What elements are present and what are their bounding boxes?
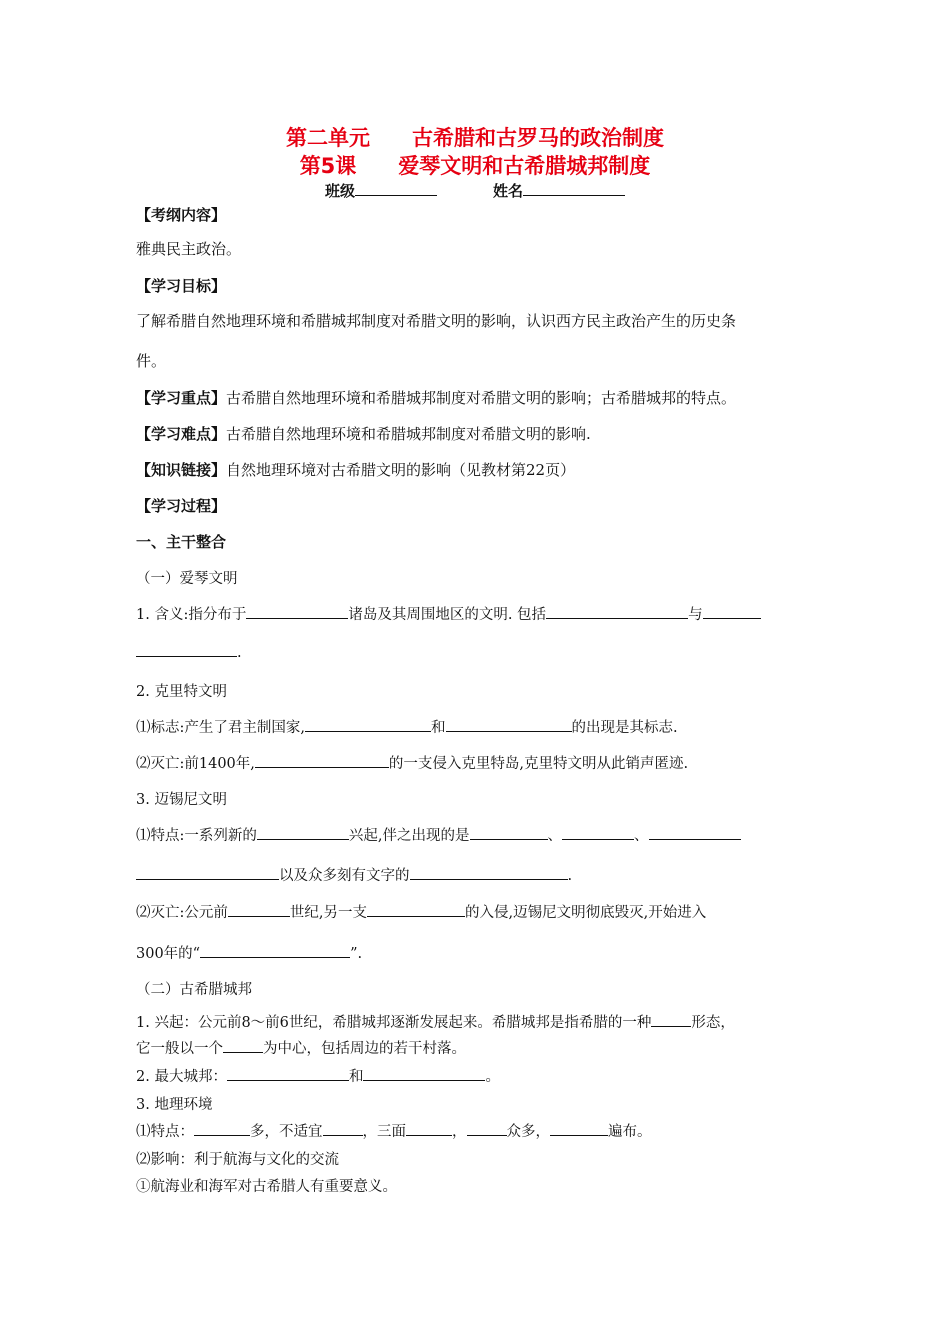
- q3-1-blank-4a[interactable]: [649, 825, 741, 840]
- q3-2-blank-3[interactable]: [200, 943, 350, 958]
- class-blank[interactable]: [355, 181, 437, 196]
- q1-line: [136, 603, 761, 624]
- c3-1-text-d: ，: [452, 1124, 467, 1140]
- q2-2-line: [136, 752, 688, 773]
- q1-text-a: 1. 含义:指分布于: [136, 607, 247, 623]
- q3-1-line: [136, 824, 741, 845]
- q2-2-blank-1[interactable]: [255, 753, 389, 768]
- c2-text-b: 和: [348, 1069, 364, 1085]
- c2-line: [136, 1065, 500, 1086]
- q3-1-blank-2[interactable]: [470, 825, 548, 840]
- q3-2-line: [136, 901, 706, 922]
- kaogang-text: 雅典民主政治。: [136, 240, 242, 258]
- c1-line-2: [136, 1037, 466, 1058]
- c1-line: [136, 1011, 735, 1032]
- c3-1-blank-1[interactable]: [194, 1121, 250, 1136]
- q3-1-text-e: 以及众多刻有文字的: [279, 868, 410, 884]
- q3-1-text-f: .: [567, 868, 573, 884]
- sub-citystate: （二）古希腊城邦: [136, 982, 252, 998]
- q2-1-line: [136, 716, 678, 737]
- lesson-title: 第5课 爱琴文明和古希腊城邦制度: [299, 154, 651, 178]
- c2-blank-2[interactable]: [363, 1066, 485, 1081]
- c2-blank-1[interactable]: [227, 1066, 349, 1081]
- mubiao-header: 【学习目标】: [136, 277, 227, 295]
- guocheng-header: 【学习过程】: [136, 497, 227, 515]
- name-blank[interactable]: [523, 181, 625, 196]
- c3-3-line: ①航海业和海军对古希腊人有重要意义。: [136, 1179, 397, 1195]
- q1-text-c: 与: [688, 607, 703, 623]
- c2-text-a: 2. 最大城邦：: [136, 1069, 227, 1085]
- mubiao-text-1: 了解希腊自然地理环境和希腊城邦制度对希腊文明的影响，认识西方民主政治产生的历史条: [136, 312, 737, 330]
- lianjie-text: 自然地理环境对古希腊文明的影响（见教材第22页）: [226, 461, 576, 479]
- q2-1-blank-1[interactable]: [305, 717, 431, 732]
- c1-text-a: 1. 兴起：公元前8～前6世纪，希腊城邦逐渐发展起来。希腊城邦是指希腊的一种: [136, 1015, 652, 1031]
- q1-blank-3b[interactable]: [136, 642, 237, 657]
- c3-1-text-f: 遍布。: [608, 1124, 652, 1140]
- lianjie-header: 【知识链接】: [136, 461, 227, 479]
- c1-text-c: 它一般以一个: [136, 1041, 223, 1057]
- q3-1-blank-5[interactable]: [410, 865, 568, 880]
- q2-title: 2. 克里特文明: [136, 684, 227, 700]
- class-label: 班级: [325, 182, 356, 200]
- q3-1-blank-1[interactable]: [257, 825, 349, 840]
- q3-2-text-a: ⑵灭亡:公元前: [136, 905, 228, 921]
- sub-aegean: （一）爱琴文明: [136, 571, 238, 587]
- zhongdian-header: 【学习重点】: [136, 389, 227, 407]
- c3-1-blank-5[interactable]: [550, 1121, 608, 1136]
- q3-1-text-a: ⑴特点:一系列新的: [136, 828, 257, 844]
- nandian-text: 古希腊自然地理环境和希腊城邦制度对希腊文明的影响.: [226, 425, 591, 443]
- q3-2-text-d: 300年的“: [136, 946, 201, 962]
- c3-1-line: [136, 1120, 652, 1141]
- c3-1-text-b: 多，不适宜: [250, 1124, 323, 1140]
- q3-2-text-c: 的入侵,迈锡尼文明彻底毁灭,开始进入: [465, 905, 707, 921]
- c3-1-blank-3[interactable]: [406, 1121, 452, 1136]
- lianjie-line: [136, 459, 575, 480]
- unit-title: 第二单元 古希腊和古罗马的政治制度: [286, 126, 664, 150]
- q3-2-blank-2[interactable]: [367, 902, 465, 917]
- c3-1-text-c: ，三面: [362, 1124, 406, 1140]
- c3-1-blank-4[interactable]: [467, 1121, 507, 1136]
- q3-1-text-b: 兴起,伴之出现的是: [348, 828, 470, 844]
- q3-1-blank-3[interactable]: [562, 825, 634, 840]
- q1-text-b: 诸岛及其周围地区的文明. 包括: [348, 607, 547, 623]
- class-field[interactable]: [325, 180, 437, 201]
- q2-1-text-a: ⑴标志:产生了君主制国家,: [136, 720, 305, 736]
- q1-blank-3a[interactable]: [703, 604, 761, 619]
- q2-2-text-a: ⑵灭亡:前1400年,: [136, 756, 255, 772]
- q2-1-text-b: 和: [431, 720, 446, 736]
- q3-title: 3. 迈锡尼文明: [136, 792, 227, 808]
- q2-1-text-c: 的出现是其标志.: [571, 720, 678, 736]
- q3-1-text-c: 、: [547, 828, 562, 844]
- c3-title: 3. 地理环境: [136, 1097, 213, 1113]
- q2-1-blank-2[interactable]: [446, 717, 572, 732]
- q3-2-line-2: [136, 942, 362, 963]
- zhongdian-line: [136, 387, 736, 408]
- q3-2-text-b: 世纪,另一支: [289, 905, 367, 921]
- zhongdian-text: 古希腊自然地理环境和希腊城邦制度对希腊文明的影响；古希腊城邦的特点。: [226, 389, 737, 407]
- name-field[interactable]: [493, 180, 625, 201]
- q3-1-text-d: 、: [634, 828, 649, 844]
- q1-blank-1[interactable]: [246, 604, 348, 619]
- name-label: 姓名: [493, 182, 524, 200]
- nandian-line: [136, 423, 591, 444]
- q3-2-blank-1[interactable]: [228, 902, 290, 917]
- part1-heading: 一、主干整合: [136, 533, 227, 551]
- q3-2-text-e: ”.: [350, 946, 363, 962]
- q2-2-text-b: 的一支侵入克里特岛,克里特文明从此销声匿迹.: [388, 756, 689, 772]
- q1-end: .: [237, 645, 242, 661]
- q1-blank-2[interactable]: [546, 604, 688, 619]
- nandian-header: 【学习难点】: [136, 425, 227, 443]
- q3-1-blank-4b[interactable]: [136, 865, 279, 880]
- c1-text-d: 为中心，包括周边的若干村落。: [263, 1041, 466, 1057]
- mubiao-text-2: 件。: [136, 352, 167, 370]
- c3-2-line: ⑵影响：利于航海与文化的交流: [136, 1152, 339, 1168]
- q3-1-line-2: [136, 864, 572, 885]
- c1-blank-2[interactable]: [223, 1038, 263, 1053]
- c3-1-blank-2[interactable]: [323, 1121, 363, 1136]
- c2-text-c: 。: [485, 1069, 500, 1085]
- c1-text-b: 形态，: [691, 1015, 735, 1031]
- c3-1-text-e: 众多，: [506, 1124, 550, 1140]
- c3-1-text-a: ⑴特点：: [136, 1124, 194, 1140]
- q1-line-2: [136, 642, 242, 661]
- kaogang-header: 【考纲内容】: [136, 206, 227, 224]
- c1-blank-1[interactable]: [651, 1012, 691, 1027]
